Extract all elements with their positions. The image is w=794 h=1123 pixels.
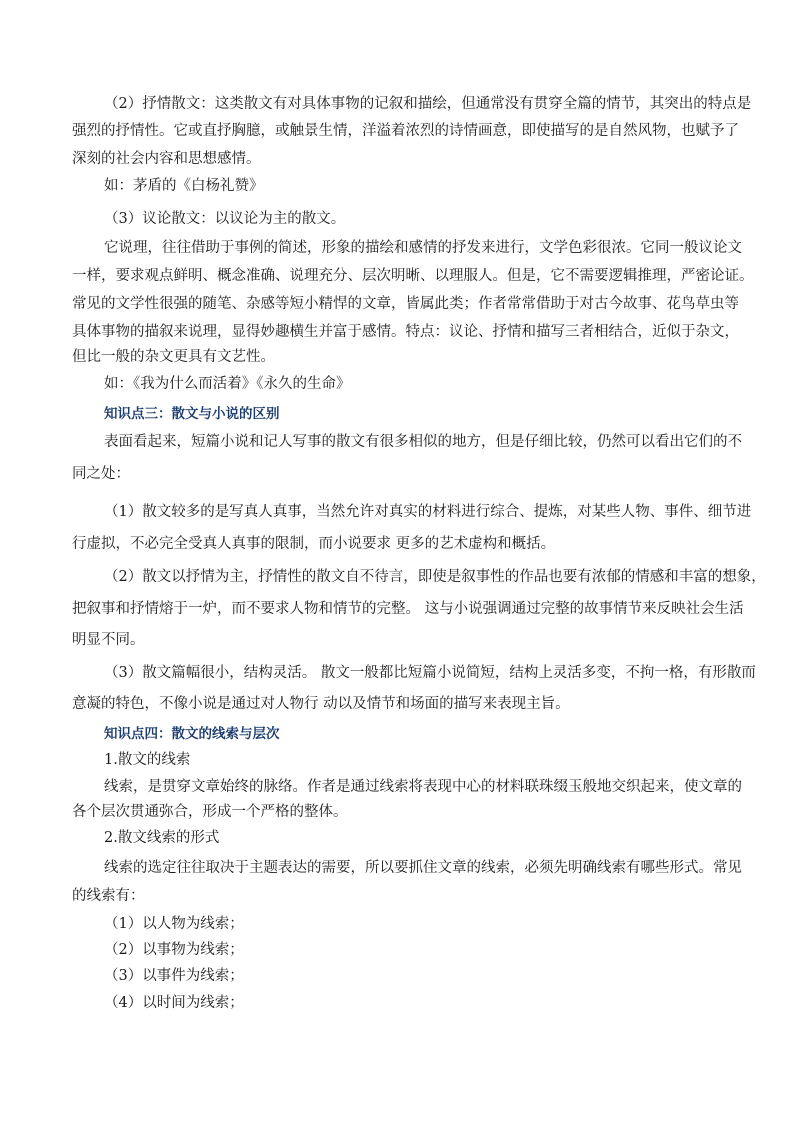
paragraph-line: 具体事物的描叙来说理，显得妙趣横生并富于感情。特点：议论、抒情和描写三者相结合，近似于杂文，: [72, 324, 739, 340]
paragraph-line: 明显不同。: [72, 632, 145, 648]
paragraph-line: 但比一般的杂文更具有文艺性。: [72, 349, 275, 365]
paragraph-line: 它说理，往往借助于事例的简述，形象的描绘和感情的抒发来进行，文学色彩很浓。它同一般议论文: [104, 240, 742, 256]
section-heading: 知识点三：散文与小说的区别: [104, 406, 280, 422]
paragraph-line: 各个层次贯通弥合，形成一个严格的整体。: [72, 804, 348, 820]
paragraph-line: 的线索有：: [72, 888, 145, 904]
list-item: （4）以时间为线索；: [104, 995, 244, 1011]
paragraph-line: 强烈的抒情性。它或直抒胸臆，或触景生情，洋溢着浓烈的诗情画意，即使描写的是自然风物，也赋予了: [72, 123, 739, 139]
example-line: 如：《我为什么而活着》《永久的生命》: [104, 376, 351, 392]
paragraph-line: （3）议论散文：以议论为主的散文。: [104, 211, 346, 227]
paragraph-line: （2）散文以抒情为主，抒情性的散文自不待言，即使是叙事性的作品也要有浓郁的情感和丰富的想象，: [104, 569, 766, 585]
paragraph-line: 深刻的社会内容和思想感情。: [72, 151, 261, 167]
paragraph-line: 一样，要求观点鲜明、概念准确、说理充分、层次明晰、以理服人。但是，它不需要逻辑推理，严密论证。: [72, 268, 754, 284]
paragraph-line: 意凝的特色，不像小说是通过对人物行 动以及情节和场面的描写来表现主旨。: [72, 696, 570, 712]
paragraph-line: 线索的选定往往取决于主题表达的需要，所以要抓住文章的线索，必须先明确线索有哪些形式。常见: [104, 860, 742, 876]
list-item: （1）以人物为线索；: [104, 916, 244, 932]
paragraph-line: 把叙事和抒情熔于一炉，而不要求人物和情节的完整。 这与小说强调通过完整的故事情节来反映社会生活: [72, 601, 744, 617]
paragraph-line: 常见的文学性很强的随笔、杂感等短小精悍的文章，皆属此类；作者常常借助于对古今故事、花鸟草虫等: [72, 296, 739, 312]
paragraph-line: （2）抒情散文：这类散文有对具体事物的记叙和描绘，但通常没有贯穿全篇的情节，其突出的特点是: [104, 96, 752, 112]
subheading: 1.散文的线索: [104, 752, 191, 768]
paragraph-line: 线索，是贯穿文章始终的脉络。作者是通过线索将表现中心的材料联珠缀玉般地交织起来，使文章的: [104, 779, 742, 795]
example-line: 如：茅盾的《白杨礼赞》: [104, 178, 264, 194]
subheading: 2.散文线索的形式: [104, 830, 220, 846]
section-heading: 知识点四：散文的线索与层次: [104, 726, 280, 742]
paragraph-line: 表面看起来，短篇小说和记人写事的散文有很多相似的地方，但是仔细比较，仍然可以看出它们的不: [104, 434, 742, 450]
paragraph-line: 同之处：: [72, 466, 130, 482]
list-item: （2）以事物为线索；: [104, 942, 244, 958]
paragraph-line: （3）散文篇幅很小，结构灵活。 散文一般都比短篇小说简短，结构上灵活多变，不拘一格，有形散而: [104, 665, 756, 681]
list-item: （3）以事件为线索；: [104, 968, 244, 984]
paragraph-line: （1）散文较多的是写真人真事，当然允许对真实的材料进行综合、提炼，对某些人物、事件、细节进: [104, 504, 752, 520]
paragraph-line: 行虚拟，不必完全受真人真事的限制，而小说要求 更多的艺术虚构和概括。: [72, 536, 556, 552]
